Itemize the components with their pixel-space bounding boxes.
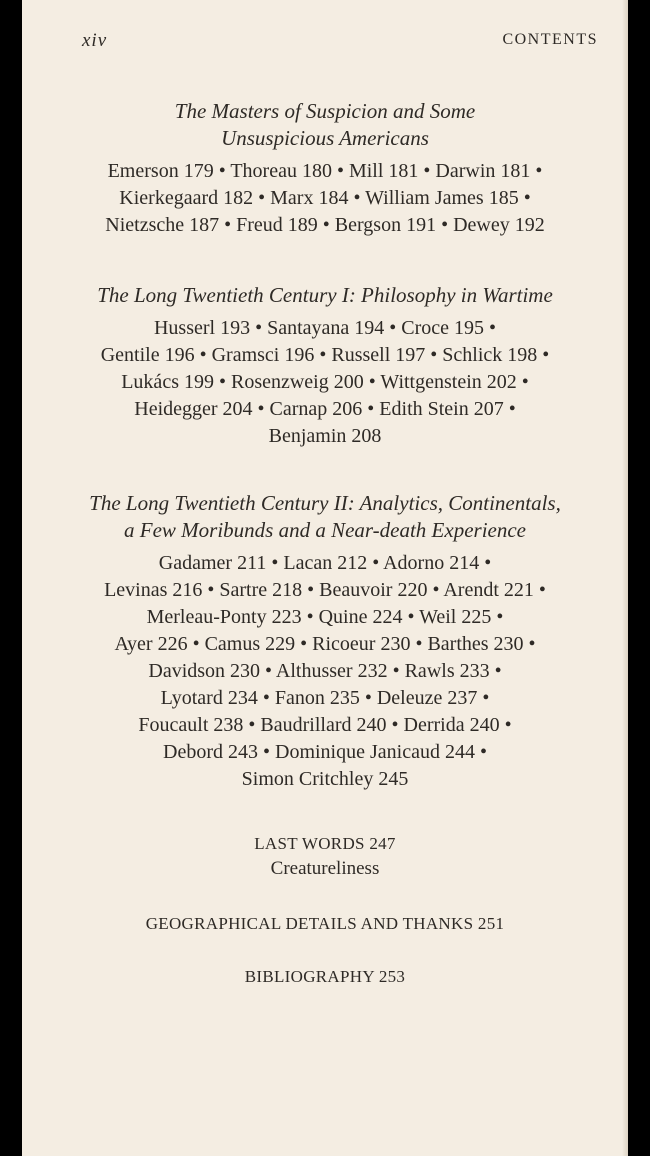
entry-line: Emerson 179 • Thoreau 180 • Mill 181 • Darwin 181 • bbox=[107, 160, 543, 182]
section-entries bbox=[22, 158, 628, 239]
geographical-heading: GEOGRAPHICAL DETAILS AND THANKS 251 bbox=[145, 914, 505, 933]
section-title bbox=[22, 98, 628, 152]
entry-line: Husserl 193 • Santayana 194 • Croce 195 • bbox=[153, 317, 497, 339]
book-page bbox=[22, 0, 628, 1156]
section-title-line: Unsuspicious Americans bbox=[221, 126, 429, 150]
entry-line: Gadamer 211 • Lacan 212 • Adorno 214 • bbox=[158, 552, 492, 574]
entry-line: Ayer 226 • Camus 229 • Ricoeur 230 • Barthes 230 • bbox=[114, 633, 536, 655]
section-long-twentieth-century-2 bbox=[22, 490, 628, 793]
section-title-line: The Long Twentieth Century II: Analytics, Continentals, bbox=[89, 491, 561, 515]
entry-line: Foucault 238 • Baudrillard 240 • Derrida 240 • bbox=[138, 714, 512, 736]
section-long-twentieth-century-1 bbox=[22, 282, 628, 450]
section-entries bbox=[22, 550, 628, 793]
entry-line: Davidson 230 • Althusser 232 • Rawls 233 • bbox=[148, 660, 502, 682]
page-number: xiv bbox=[82, 30, 108, 51]
bibliography-heading: BIBLIOGRAPHY 253 bbox=[244, 967, 406, 986]
entry-line: Simon Critchley 245 bbox=[241, 768, 409, 790]
running-head: CONTENTS bbox=[502, 31, 598, 48]
entry-line: Kierkegaard 182 • Marx 184 • William James 185 • bbox=[119, 187, 531, 209]
section-title bbox=[22, 490, 628, 544]
entry-line: Benjamin 208 bbox=[268, 425, 382, 447]
entry-line: Debord 243 • Dominique Janicaud 244 • bbox=[163, 741, 487, 763]
bibliography-entry bbox=[22, 967, 628, 987]
entry-line: Lyotard 234 • Fanon 235 • Deleuze 237 • bbox=[160, 687, 490, 709]
section-title-line: The Long Twentieth Century I: Philosophy in Wartime bbox=[97, 283, 553, 307]
section-masters-of-suspicion bbox=[22, 98, 628, 239]
section-title-line: The Masters of Suspicion and Some bbox=[174, 99, 476, 123]
entry-line: Levinas 216 • Sartre 218 • Beauvoir 220 • Arendt 221 • bbox=[104, 579, 546, 601]
entry-line: Merleau-Ponty 223 • Quine 224 • Weil 225 • bbox=[146, 606, 504, 628]
last-words-subtitle: Creatureliness bbox=[270, 858, 380, 879]
geographical-entry bbox=[22, 914, 628, 934]
entry-line: Gentile 196 • Gramsci 196 • Russell 197 • Schlick 198 • bbox=[100, 344, 550, 366]
entry-line: Nietzsche 187 • Freud 189 • Bergson 191 • Dewey 192 bbox=[105, 214, 545, 236]
entry-line: Lukács 199 • Rosenzweig 200 • Wittgenstein 202 • bbox=[121, 371, 529, 393]
last-words-entry bbox=[22, 834, 628, 880]
section-title-line: a Few Moribunds and a Near-death Experience bbox=[124, 518, 526, 542]
last-words-heading: LAST WORDS 247 bbox=[254, 834, 396, 853]
entry-line: Heidegger 204 • Carnap 206 • Edith Stein 207 • bbox=[134, 398, 516, 420]
section-entries bbox=[22, 315, 628, 450]
section-title bbox=[22, 282, 628, 309]
